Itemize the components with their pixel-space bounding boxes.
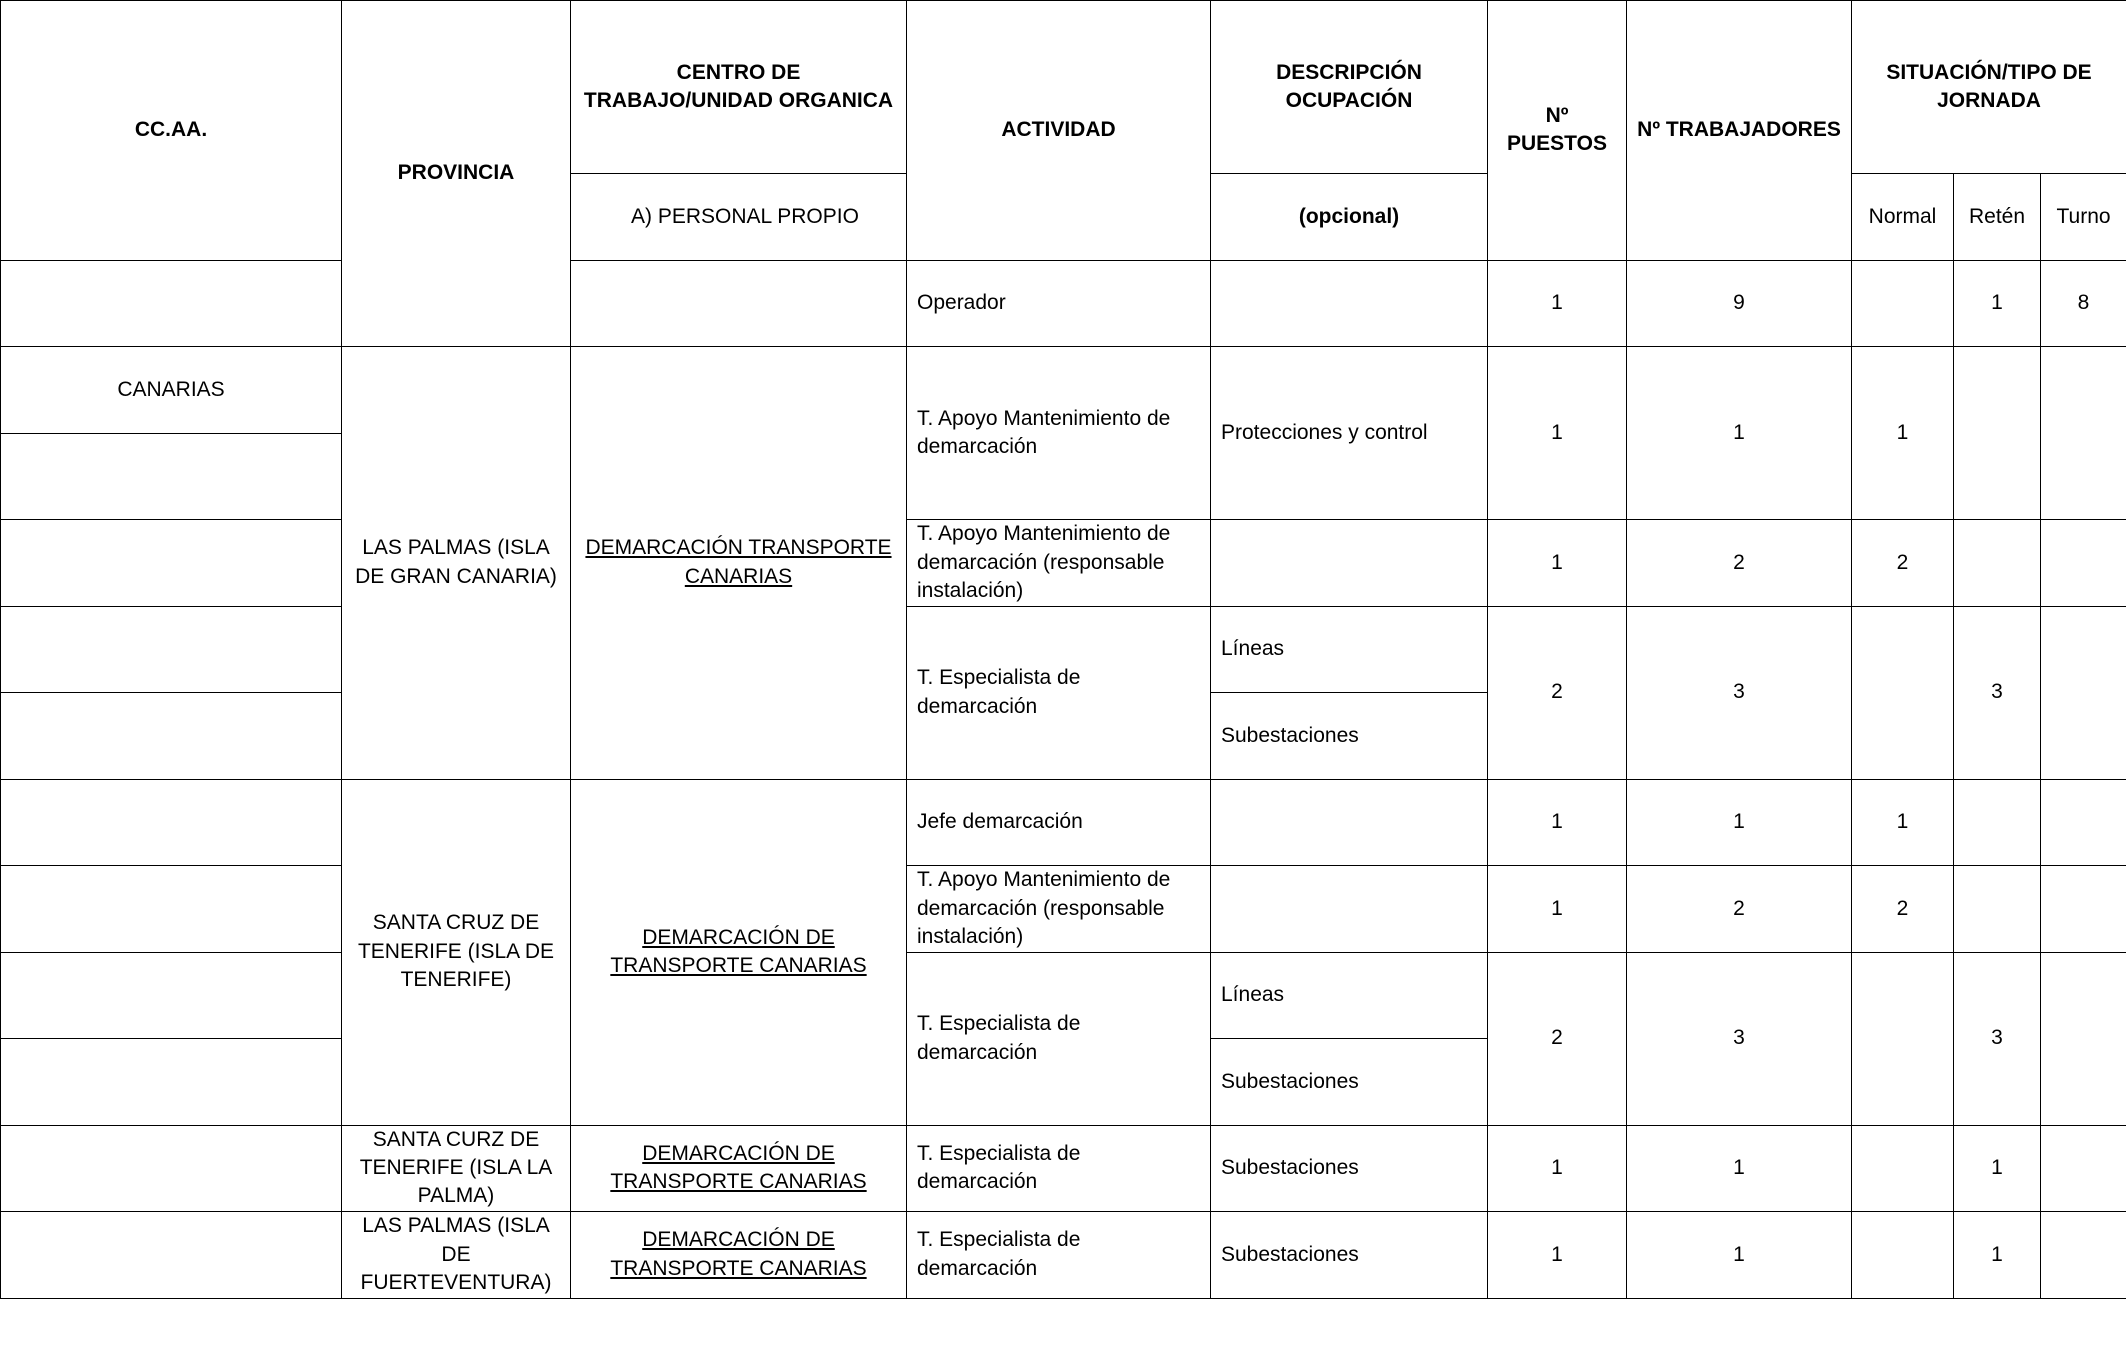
provincia-cell: SANTA CRUZ DE TENERIFE (ISLA DE TENERIFE) — [342, 779, 571, 1125]
normal-cell — [1852, 606, 1954, 779]
trabajadores-cell: 1 — [1627, 779, 1852, 866]
reten-cell — [1954, 779, 2041, 866]
trabajadores-cell: 1 — [1627, 1212, 1852, 1299]
actividad-cell: T. Apoyo Mantenimiento de demarcación — [907, 347, 1211, 520]
descripcion-cell: Subestaciones — [1211, 1125, 1488, 1212]
table-row — [1, 520, 2126, 607]
table-row — [1, 779, 2126, 866]
turno-cell — [2041, 520, 2126, 607]
table-row — [1, 866, 2126, 953]
trabajadores-cell: 2 — [1627, 866, 1852, 953]
normal-cell: 1 — [1852, 347, 1954, 520]
ccaa-cell: CANARIAS — [1, 347, 342, 434]
reten-cell — [1954, 866, 2041, 953]
puestos-cell: 1 — [1488, 779, 1627, 866]
table-row — [1, 260, 2126, 347]
header-puestos: Nº PUESTOS — [1488, 1, 1627, 261]
centro-cell: DEMARCACIÓN DE TRANSPORTE CANARIAS — [571, 779, 907, 1125]
trabajadores-cell: 2 — [1627, 520, 1852, 607]
turno-cell: 8 — [2041, 260, 2126, 347]
trabajadores-cell: 9 — [1627, 260, 1852, 347]
header-reten: Retén — [1954, 174, 2041, 261]
reten-cell: 1 — [1954, 260, 2041, 347]
trabajadores-cell: 1 — [1627, 347, 1852, 520]
table-row — [1, 1212, 2126, 1299]
header-situacion: SITUACIÓN/TIPO DE JORNADA — [1852, 1, 2126, 174]
reten-cell — [1954, 520, 2041, 607]
descripcion-cell: Protecciones y control — [1211, 347, 1488, 520]
table-row — [1, 347, 2126, 434]
normal-cell — [1852, 1212, 1954, 1299]
centro-cell: DEMARCACIÓN TRANSPORTE CANARIAS — [571, 347, 907, 780]
header-row — [1, 1, 2126, 174]
turno-cell — [2041, 952, 2126, 1125]
puestos-cell: 1 — [1488, 520, 1627, 607]
puestos-cell: 1 — [1488, 1125, 1627, 1212]
ccaa-cell — [1, 606, 342, 693]
actividad-cell: T. Especialista de demarcación — [907, 1212, 1211, 1299]
actividad-cell: Operador — [907, 260, 1211, 347]
normal-cell: 2 — [1852, 520, 1954, 607]
actividad-cell: T. Especialista de demarcación — [907, 606, 1211, 779]
trabajadores-cell: 3 — [1627, 606, 1852, 779]
trabajadores-cell: 1 — [1627, 1125, 1852, 1212]
reten-cell: 1 — [1954, 1212, 2041, 1299]
ccaa-cell — [1, 1212, 342, 1299]
descripcion-cell: Subestaciones — [1211, 1039, 1488, 1126]
centro-cell — [571, 260, 907, 347]
actividad-cell: T. Apoyo Mantenimiento de demarcación (responsable instalación) — [907, 866, 1211, 953]
provincia-cell: LAS PALMAS (ISLA DE FUERTEVENTURA) — [342, 1212, 571, 1299]
reten-cell: 3 — [1954, 952, 2041, 1125]
trabajadores-cell: 3 — [1627, 952, 1852, 1125]
turno-cell — [2041, 1125, 2126, 1212]
turno-cell — [2041, 606, 2126, 779]
header-trabajadores: Nº TRABAJADORES — [1627, 1, 1852, 261]
header-centro: CENTRO DE TRABAJO/UNIDAD ORGANICA — [571, 1, 907, 174]
normal-cell: 2 — [1852, 866, 1954, 953]
normal-cell — [1852, 1125, 1954, 1212]
descripcion-cell: Líneas — [1211, 952, 1488, 1039]
normal-cell: 1 — [1852, 779, 1954, 866]
ccaa-cell — [1, 1039, 342, 1126]
header-descripcion: DESCRIPCIÓN OCUPACIÓN — [1211, 1, 1488, 174]
ccaa-cell — [1, 693, 342, 780]
turno-cell — [2041, 1212, 2126, 1299]
header-descripcion-sub: (opcional) — [1211, 174, 1488, 261]
descripcion-cell — [1211, 779, 1488, 866]
actividad-cell: Jefe demarcación — [907, 779, 1211, 866]
turno-cell — [2041, 347, 2126, 520]
puestos-cell: 2 — [1488, 606, 1627, 779]
ccaa-cell — [1, 520, 342, 607]
centro-cell: DEMARCACIÓN DE TRANSPORTE CANARIAS — [571, 1212, 907, 1299]
header-normal: Normal — [1852, 174, 1954, 261]
normal-cell — [1852, 952, 1954, 1125]
ccaa-cell — [1, 866, 342, 953]
descripcion-cell — [1211, 260, 1488, 347]
descripcion-cell: Líneas — [1211, 606, 1488, 693]
actividad-cell: T. Especialista de demarcación — [907, 952, 1211, 1125]
header-provincia: PROVINCIA — [342, 1, 571, 347]
descripcion-cell — [1211, 520, 1488, 607]
actividad-cell: T. Especialista de demarcación — [907, 1125, 1211, 1212]
actividad-cell: T. Apoyo Mantenimiento de demarcación (responsable instalación) — [907, 520, 1211, 607]
reten-cell: 3 — [1954, 606, 2041, 779]
ccaa-cell — [1, 433, 342, 520]
normal-cell — [1852, 260, 1954, 347]
turno-cell — [2041, 866, 2126, 953]
centro-cell: DEMARCACIÓN DE TRANSPORTE CANARIAS — [571, 1125, 907, 1212]
puestos-cell: 1 — [1488, 866, 1627, 953]
descripcion-cell — [1211, 866, 1488, 953]
turno-cell — [2041, 779, 2126, 866]
provincia-cell: LAS PALMAS (ISLA DE GRAN CANARIA) — [342, 347, 571, 780]
table-row — [1, 1125, 2126, 1212]
reten-cell — [1954, 347, 2041, 520]
ccaa-cell — [1, 779, 342, 866]
provincia-cell: SANTA CURZ DE TENERIFE (ISLA LA PALMA) — [342, 1125, 571, 1212]
header-actividad: ACTIVIDAD — [907, 1, 1211, 261]
ccaa-cell — [1, 1125, 342, 1212]
ccaa-cell — [1, 260, 342, 347]
puestos-cell: 1 — [1488, 347, 1627, 520]
header-ccaa: CC.AA. — [1, 1, 342, 261]
header-turno: Turno — [2041, 174, 2126, 261]
table-row — [1, 952, 2126, 1039]
header-centro-sub: A) PERSONAL PROPIO — [571, 174, 907, 261]
ccaa-cell — [1, 952, 342, 1039]
puestos-cell: 2 — [1488, 952, 1627, 1125]
descripcion-cell: Subestaciones — [1211, 693, 1488, 780]
reten-cell: 1 — [1954, 1125, 2041, 1212]
descripcion-cell: Subestaciones — [1211, 1212, 1488, 1299]
table-row — [1, 606, 2126, 693]
puestos-cell: 1 — [1488, 260, 1627, 347]
puestos-cell: 1 — [1488, 1212, 1627, 1299]
